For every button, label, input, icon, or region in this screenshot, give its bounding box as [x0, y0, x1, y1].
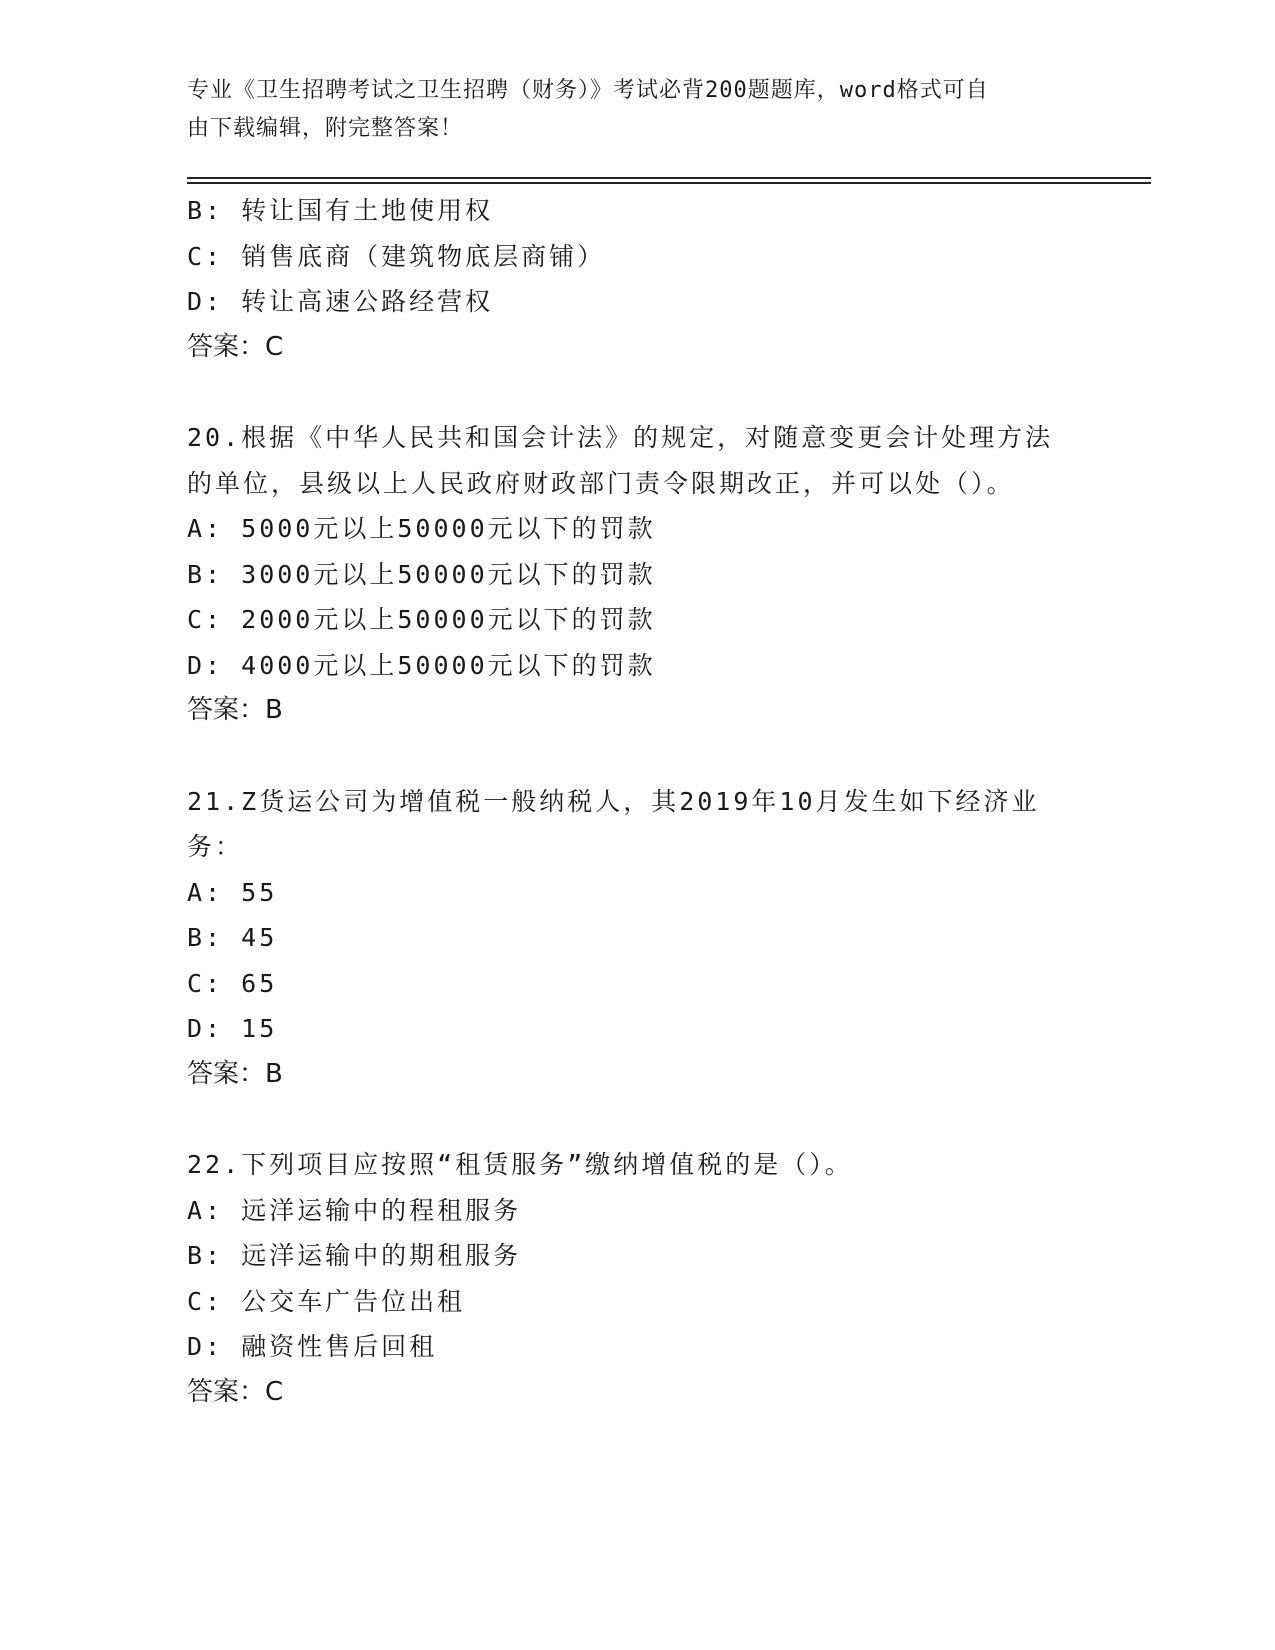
- answer: 答案：C: [187, 331, 284, 362]
- option-b: B: 远洋运输中的期租服务: [187, 1241, 522, 1270]
- question-continued: [187, 188, 1087, 370]
- answer: 答案：B: [187, 695, 283, 725]
- option-c: C: 65: [187, 968, 278, 998]
- document-header: [187, 72, 1067, 148]
- header-divider-top: [187, 177, 1151, 179]
- question-text-continued: 的单位，县级以上人民政府财政部门责令限期改正，并可以处（）。: [187, 468, 1015, 498]
- option-c: C: 2000元以上50000元以下的罚款: [187, 605, 656, 634]
- option-a: A: 5000元以上50000元以下的罚款: [187, 514, 656, 543]
- question-text: 22.下列项目应按照“租赁服务”缴纳增值税的是（）。: [187, 1150, 853, 1179]
- option-d: D: 15: [187, 1014, 278, 1043]
- option-b: B: 45: [187, 923, 278, 952]
- option-c: C: 销售底商（建筑物底层商铺）: [187, 241, 606, 271]
- question-22: [187, 1142, 1087, 1415]
- question-21: [187, 779, 1087, 1098]
- header-line-1: 专业《卫生招聘考试之卫生招聘（财务）》考试必背200题题库，word格式可自: [187, 78, 989, 103]
- option-d: D: 4000元以上50000元以下的罚款: [187, 650, 656, 680]
- question-text: 20.根据《中华人民共和国会计法》的规定，对随意变更会计处理方法: [187, 423, 1054, 452]
- option-d: D: 融资性售后回租: [187, 1332, 438, 1361]
- option-a: A: 55: [187, 877, 278, 907]
- answer: 答案：C: [187, 1376, 284, 1407]
- option-b: B: 3000元以上50000元以下的罚款: [187, 559, 656, 589]
- header-line-2: 由下载编辑，附完整答案！: [187, 116, 464, 141]
- option-c: C: 公交车广告位出租: [187, 1286, 466, 1316]
- header-divider-bottom: [187, 182, 1151, 184]
- answer: 答案：B: [187, 1058, 283, 1089]
- question-text-continued: 务：: [187, 832, 244, 861]
- question-text: 21.Z货运公司为增值税一般纳税人，其2019年10月发生如下经济业: [187, 786, 1040, 816]
- option-b: B: 转让国有土地使用权: [187, 196, 494, 225]
- option-d: D: 转让高速公路经营权: [187, 287, 494, 316]
- option-a: A: 远洋运输中的程租服务: [187, 1195, 522, 1225]
- question-list: [187, 188, 1087, 1415]
- question-20: [187, 415, 1087, 734]
